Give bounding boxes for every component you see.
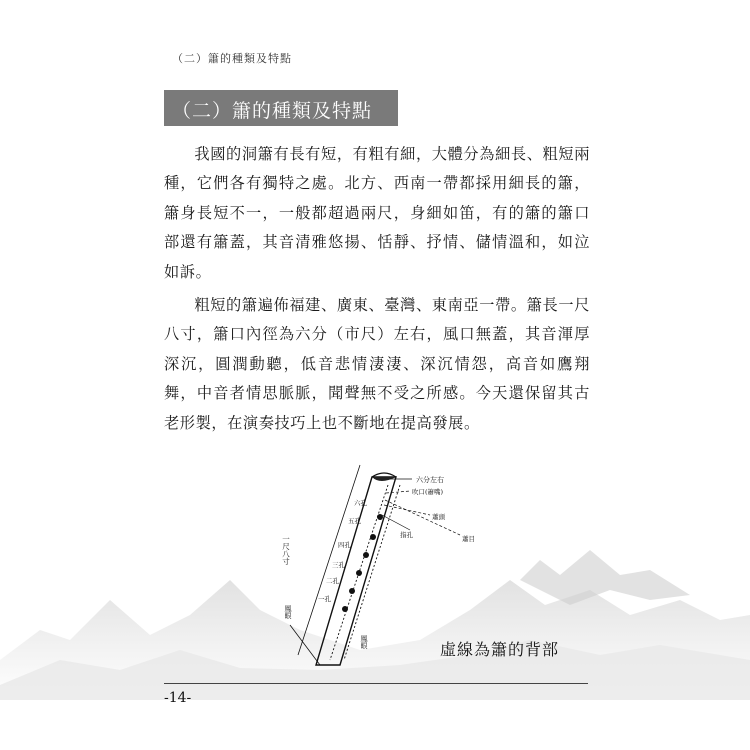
footer-divider [164, 683, 588, 684]
label-hole1: 一孔 [318, 595, 331, 603]
page-number: -14- [164, 690, 192, 706]
paragraph: 粗短的簫遍佈福建、廣東、臺灣、東南亞一帶。簫長一尺八寸，簫口內徑為六分（市尺）左右，風口無蓋，其音渾厚深沉，圓潤動聽，低音悲情淒淒、深沉情怨，高音如鷹翔舞，中音者情思脈脈，聞聲無不受之所感。今天還保留其古老形製，在演奏技巧上也不斷地在提高發展。 [164, 296, 590, 432]
label-hole5: 五孔 [348, 517, 361, 525]
finger-holes [342, 514, 383, 612]
label-blow-hole: 吹口(簫嘴) [412, 488, 444, 496]
label-hole4: 四孔 [338, 541, 351, 549]
label-body-eye: 蕭目 [462, 535, 475, 543]
label-hole3: 三孔 [332, 561, 345, 569]
paragraph: 我國的洞簫有長有短，有粗有細，大體分為細長、粗短兩種，它們各有獨特之處。北方、西南一帶都採用細長的簫，簫身長短不一，一般都超過兩尺，身細如笛，有的簫的簫口部還有簫蓋，其音清雅悠揚、恬靜、抒情、儲情溫和，如泣如訴。 [164, 145, 590, 281]
running-header: （二）簫的種類及特點 [172, 52, 292, 65]
label-hole2: 二孔 [326, 577, 339, 585]
flute-tube [290, 465, 400, 665]
label-left-eye: 鳳眼 [284, 605, 292, 619]
label-length: 一尺八寸 [281, 535, 291, 565]
section-title: （二）簫的種類及特點 [172, 100, 373, 122]
label-finger-holes: 指孔 [400, 531, 413, 539]
label-cover: 蕭頭 [432, 513, 445, 521]
diagram-caption: 虛線為簫的背部 [440, 640, 560, 659]
label-right-eye: 鳳眼 [360, 635, 368, 649]
label-top-diameter: 六分左右 [416, 476, 444, 484]
label-hole6: 六孔 [354, 499, 367, 507]
section-title-bar [164, 90, 398, 126]
body-text [164, 140, 590, 442]
